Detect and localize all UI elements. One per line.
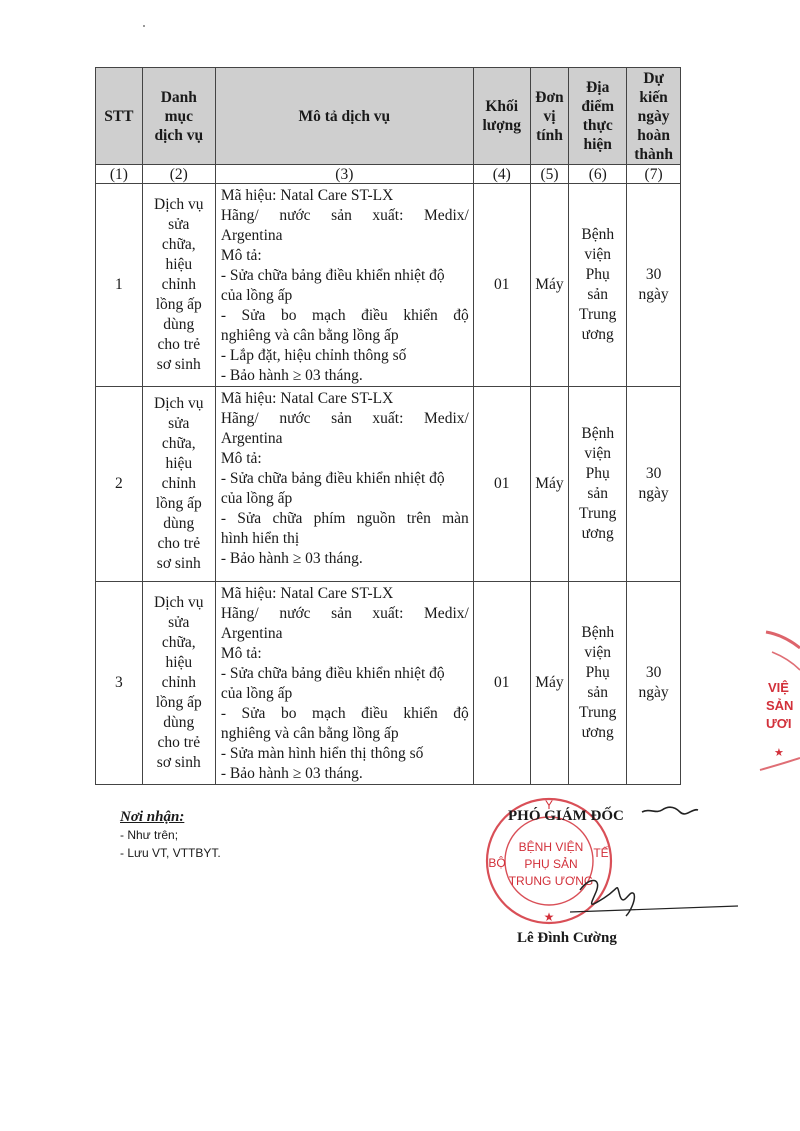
star-icon: ★	[543, 910, 555, 924]
service-table	[95, 67, 681, 785]
scan-speck	[143, 25, 145, 27]
row-location: Bệnh viện Phụ sản Trung ương	[569, 387, 627, 582]
edge-stamp-line: VIỆ	[768, 680, 789, 695]
table-row	[96, 582, 681, 785]
header-quantity: Khối lượng	[473, 68, 530, 165]
column-number: (5)	[530, 165, 569, 184]
stamp-ring-top: Y	[544, 798, 554, 812]
recipient-item: - Như trên;	[120, 828, 179, 842]
handwritten-signature	[570, 868, 740, 918]
column-number: (6)	[569, 165, 627, 184]
row-location: Bệnh viện Phụ sản Trung ương	[569, 184, 627, 387]
signer-name: Lê Đình Cường	[517, 930, 617, 946]
row-completion: 30 ngày	[627, 387, 681, 582]
column-number: (3)	[215, 165, 473, 184]
row-description: Mã hiệu: Natal Care ST-LX Hãng/ nước sản xuất: Medix/ Argentina Mô tả: - Sửa chữa bảng điều khiển nhiệt độ của lồng ấp - Sửa bo mạch điều khiển độ nghiêng và cân bằng lồng ấp - Sửa màn hình hiển thị thông số - Bảo hành ≥ 03 tháng.	[215, 582, 473, 785]
stamp-line: BỆNH VIỆN	[518, 840, 584, 854]
recipient-item: - Lưu VT, VTTBYT.	[120, 846, 221, 860]
edge-stamp-line: SẢN	[766, 698, 794, 713]
row-quantity: 01	[473, 184, 530, 387]
star-icon: ★	[774, 747, 784, 759]
row-quantity: 01	[473, 582, 530, 785]
stamp-ring-left: BỘ	[488, 856, 506, 870]
signer-position: PHÓ GIÁM ĐỐC	[508, 808, 624, 824]
column-number: (4)	[473, 165, 530, 184]
edge-stamp-line: ƯƠI	[766, 716, 792, 731]
header-unit: Đơn vị tính	[530, 68, 569, 165]
row-stt: 2	[96, 387, 143, 582]
column-number-row	[96, 165, 681, 184]
header-location: Địa điểm thực hiện	[569, 68, 627, 165]
header-category: Danh mục dịch vụ	[142, 68, 215, 165]
table-header-row	[96, 68, 681, 165]
stamp-ring-right: TẾ	[593, 846, 609, 860]
stamp-line: PHỤ SẢN	[524, 857, 578, 871]
row-category: Dịch vụ sửa chữa, hiệu chỉnh lồng ấp dùng cho trẻ sơ sinh	[142, 184, 215, 387]
row-quantity: 01	[473, 387, 530, 582]
row-stt: 3	[96, 582, 143, 785]
row-description: Mã hiệu: Natal Care ST-LX Hãng/ nước sản xuất: Medix/ Argentina Mô tả: - Sửa chữa bảng điều khiển nhiệt độ của lồng ấp - Sửa chữa phím nguồn trên màn hình hiển thị - Bảo hành ≥ 03 tháng.	[215, 387, 473, 582]
row-location: Bệnh viện Phụ sản Trung ương	[569, 582, 627, 785]
row-completion: 30 ngày	[627, 184, 681, 387]
row-category: Dịch vụ sửa chữa, hiệu chỉnh lồng ấp dùng cho trẻ sơ sinh	[142, 582, 215, 785]
recipients-block	[120, 808, 221, 862]
row-stt: 1	[96, 184, 143, 387]
header-completion: Dự kiến ngày hoàn thành	[627, 68, 681, 165]
row-unit: Máy	[530, 582, 569, 785]
edge-stamp	[752, 630, 800, 780]
recipients-title: Nơi nhận:	[120, 809, 185, 825]
stamp-line: TRUNG ƯƠNG	[508, 874, 594, 888]
row-category: Dịch vụ sửa chữa, hiệu chỉnh lồng ấp dùng cho trẻ sơ sinh	[142, 387, 215, 582]
column-number: (7)	[627, 165, 681, 184]
column-number: (1)	[96, 165, 143, 184]
column-number: (2)	[142, 165, 215, 184]
row-description: Mã hiệu: Natal Care ST-LX Hãng/ nước sản xuất: Medix/ Argentina Mô tả: - Sửa chữa bảng điều khiển nhiệt độ của lồng ấp - Sửa bo mạch điều khiển độ nghiêng và cân bằng lồng ấp - Lắp đặt, hiệu chỉnh thông số - Bảo hành ≥ 03 tháng.	[215, 184, 473, 387]
row-completion: 30 ngày	[627, 582, 681, 785]
row-unit: Máy	[530, 184, 569, 387]
table-row	[96, 184, 681, 387]
header-stt: STT	[96, 68, 143, 165]
table-row	[96, 387, 681, 582]
header-description: Mô tả dịch vụ	[215, 68, 473, 165]
row-unit: Máy	[530, 387, 569, 582]
initial-scribble	[640, 800, 700, 820]
